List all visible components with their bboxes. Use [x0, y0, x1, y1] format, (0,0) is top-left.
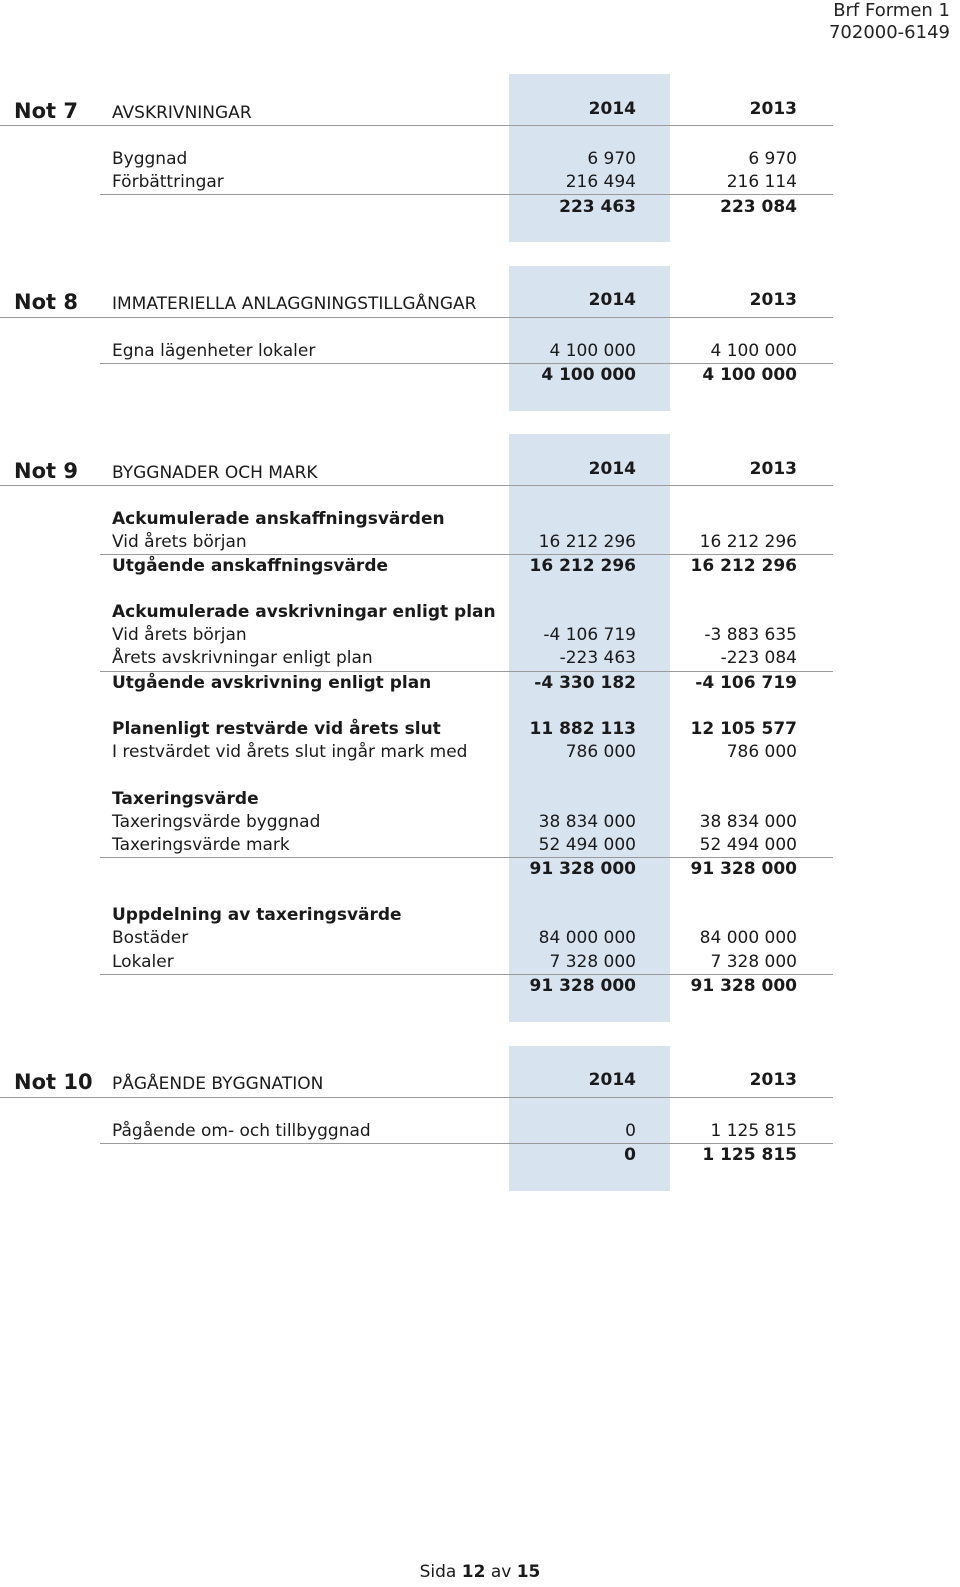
subheading-row: [112, 788, 832, 811]
table-row: [112, 718, 832, 741]
row-value-2013: 91 328 000: [690, 976, 797, 996]
table-row: [112, 171, 832, 194]
row-value-2013: -3 883 635: [704, 625, 797, 645]
note-title: Not 10: [14, 1070, 93, 1094]
document-header: [829, 0, 950, 44]
table-row: [112, 531, 832, 554]
year-2013-header: 2013: [749, 459, 797, 479]
row-value-2014: 84 000 000: [538, 928, 636, 948]
row-label: Årets avskrivningar enligt plan: [112, 648, 373, 668]
row-label: Byggnad: [112, 149, 188, 169]
subheading-row: [112, 601, 832, 624]
row-value-2013: -223 084: [720, 648, 797, 668]
note-section: PÅGÅENDE BYGGNATION: [112, 1074, 324, 1094]
row-value-2014: 16 212 296: [529, 556, 636, 576]
row-label: Utgående avskrivning enligt plan: [112, 673, 432, 693]
row-label: Utgående anskaffningsvärde: [112, 556, 389, 576]
row-value-2014: -4 330 182: [534, 673, 636, 693]
highlight-column-2014: [509, 266, 670, 411]
row-value-2014: 6 970: [587, 149, 636, 169]
year-2014-header: 2014: [588, 290, 636, 310]
row-value-2013: 16 212 296: [690, 556, 797, 576]
note-title: Not 9: [14, 459, 78, 483]
row-value-2013: 91 328 000: [690, 859, 797, 879]
row-value-2013: 4 100 000: [710, 341, 797, 361]
row-label: Egna lägenheter lokaler: [112, 341, 316, 361]
table-row: [112, 927, 832, 950]
row-label: Lokaler: [112, 952, 174, 972]
row-value-2013: 52 494 000: [699, 835, 797, 855]
row-value-2013: 16 212 296: [699, 532, 797, 552]
divider: [100, 194, 833, 195]
table-row: [112, 148, 832, 171]
row-label: Vid årets början: [112, 625, 247, 645]
row-value-2014: 11 882 113: [529, 719, 636, 739]
divider: [0, 1097, 833, 1098]
row-value-2013: 4 100 000: [702, 365, 797, 385]
note-section: BYGGNADER OCH MARK: [112, 463, 318, 483]
row-label: Taxeringsvärde: [112, 789, 259, 809]
row-value-2013: -4 106 719: [695, 673, 797, 693]
row-value-2014: 91 328 000: [529, 859, 636, 879]
highlight-column-2014: [509, 1046, 670, 1191]
row-value-2014: 0: [625, 1121, 636, 1141]
table-row: [112, 951, 832, 974]
table-row: [112, 647, 832, 670]
org-name: Brf Formen 1: [833, 0, 950, 21]
note-title: Not 7: [14, 99, 78, 123]
row-label: Taxeringsvärde byggnad: [112, 812, 321, 832]
total-row: [112, 1144, 832, 1167]
row-value-2013: 1 125 815: [710, 1121, 797, 1141]
row-label: Pågående om- och tillbyggnad: [112, 1121, 371, 1141]
note-section: IMMATERIELLA ANLAGGNINGSTILLGÅNGAR: [112, 294, 477, 314]
row-label: Ackumulerade anskaffningsvärden: [112, 509, 445, 529]
row-value-2014: 91 328 000: [529, 976, 636, 996]
row-value-2014: 0: [624, 1145, 636, 1165]
divider: [0, 317, 833, 318]
row-label: Bostäder: [112, 928, 189, 948]
table-row: [112, 624, 832, 647]
row-label: Förbättringar: [112, 172, 224, 192]
note-title: Not 8: [14, 290, 78, 314]
total-row: [112, 364, 832, 387]
row-value-2014: 223 463: [559, 197, 636, 217]
year-2014-header: 2014: [588, 459, 636, 479]
page-footer: [0, 1562, 960, 1582]
table-row: [112, 811, 832, 834]
row-value-2014: 4 100 000: [541, 365, 636, 385]
row-value-2014: 16 212 296: [538, 532, 636, 552]
row-label: Taxeringsvärde mark: [112, 835, 290, 855]
subheading-row: [112, 508, 832, 531]
row-label: I restvärdet vid årets slut ingår mark med: [112, 742, 468, 762]
divider: [0, 125, 833, 126]
total-row: [112, 196, 832, 219]
row-value-2013: 216 114: [726, 172, 797, 192]
row-value-2014: -4 106 719: [543, 625, 636, 645]
row-label: Vid årets början: [112, 532, 247, 552]
row-value-2013: 1 125 815: [702, 1145, 797, 1165]
row-value-2014: -223 463: [559, 648, 636, 668]
row-value-2013: 223 084: [720, 197, 797, 217]
row-value-2014: 38 834 000: [538, 812, 636, 832]
row-value-2014: 7 328 000: [549, 952, 636, 972]
row-value-2013: 7 328 000: [710, 952, 797, 972]
year-2013-header: 2013: [749, 290, 797, 310]
table-row: [112, 741, 832, 764]
row-value-2013: 84 000 000: [699, 928, 797, 948]
year-2013-header: 2013: [749, 99, 797, 119]
row-label: Ackumulerade avskrivningar enligt plan: [112, 602, 496, 622]
page-number: 12: [461, 1562, 486, 1582]
row-value-2014: 4 100 000: [549, 341, 636, 361]
footer-prefix: Sida: [419, 1562, 457, 1582]
table-row: [112, 340, 832, 363]
subheading-row: [112, 904, 832, 927]
row-label: Planenligt restvärde vid årets slut: [112, 719, 441, 739]
year-2014-header: 2014: [588, 1070, 636, 1090]
row-value-2014: 52 494 000: [538, 835, 636, 855]
note-section: AVSKRIVNINGAR: [112, 103, 252, 123]
total-row: [112, 555, 832, 578]
year-2014-header: 2014: [588, 99, 636, 119]
total-row: [112, 672, 832, 695]
org-number: 702000-6149: [828, 22, 950, 43]
row-value-2013: 12 105 577: [690, 719, 797, 739]
row-value-2014: 216 494: [565, 172, 636, 192]
table-row: [112, 1120, 832, 1143]
year-2013-header: 2013: [749, 1070, 797, 1090]
footer-sep: av: [490, 1562, 512, 1582]
total-row: [112, 858, 832, 881]
page-total: 15: [516, 1562, 541, 1582]
divider: [0, 485, 833, 486]
table-row: [112, 834, 832, 857]
row-label: Uppdelning av taxeringsvärde: [112, 905, 402, 925]
row-value-2013: 786 000: [726, 742, 797, 762]
total-row: [112, 975, 832, 998]
row-value-2013: 38 834 000: [699, 812, 797, 832]
row-value-2013: 6 970: [748, 149, 797, 169]
row-value-2014: 786 000: [565, 742, 636, 762]
